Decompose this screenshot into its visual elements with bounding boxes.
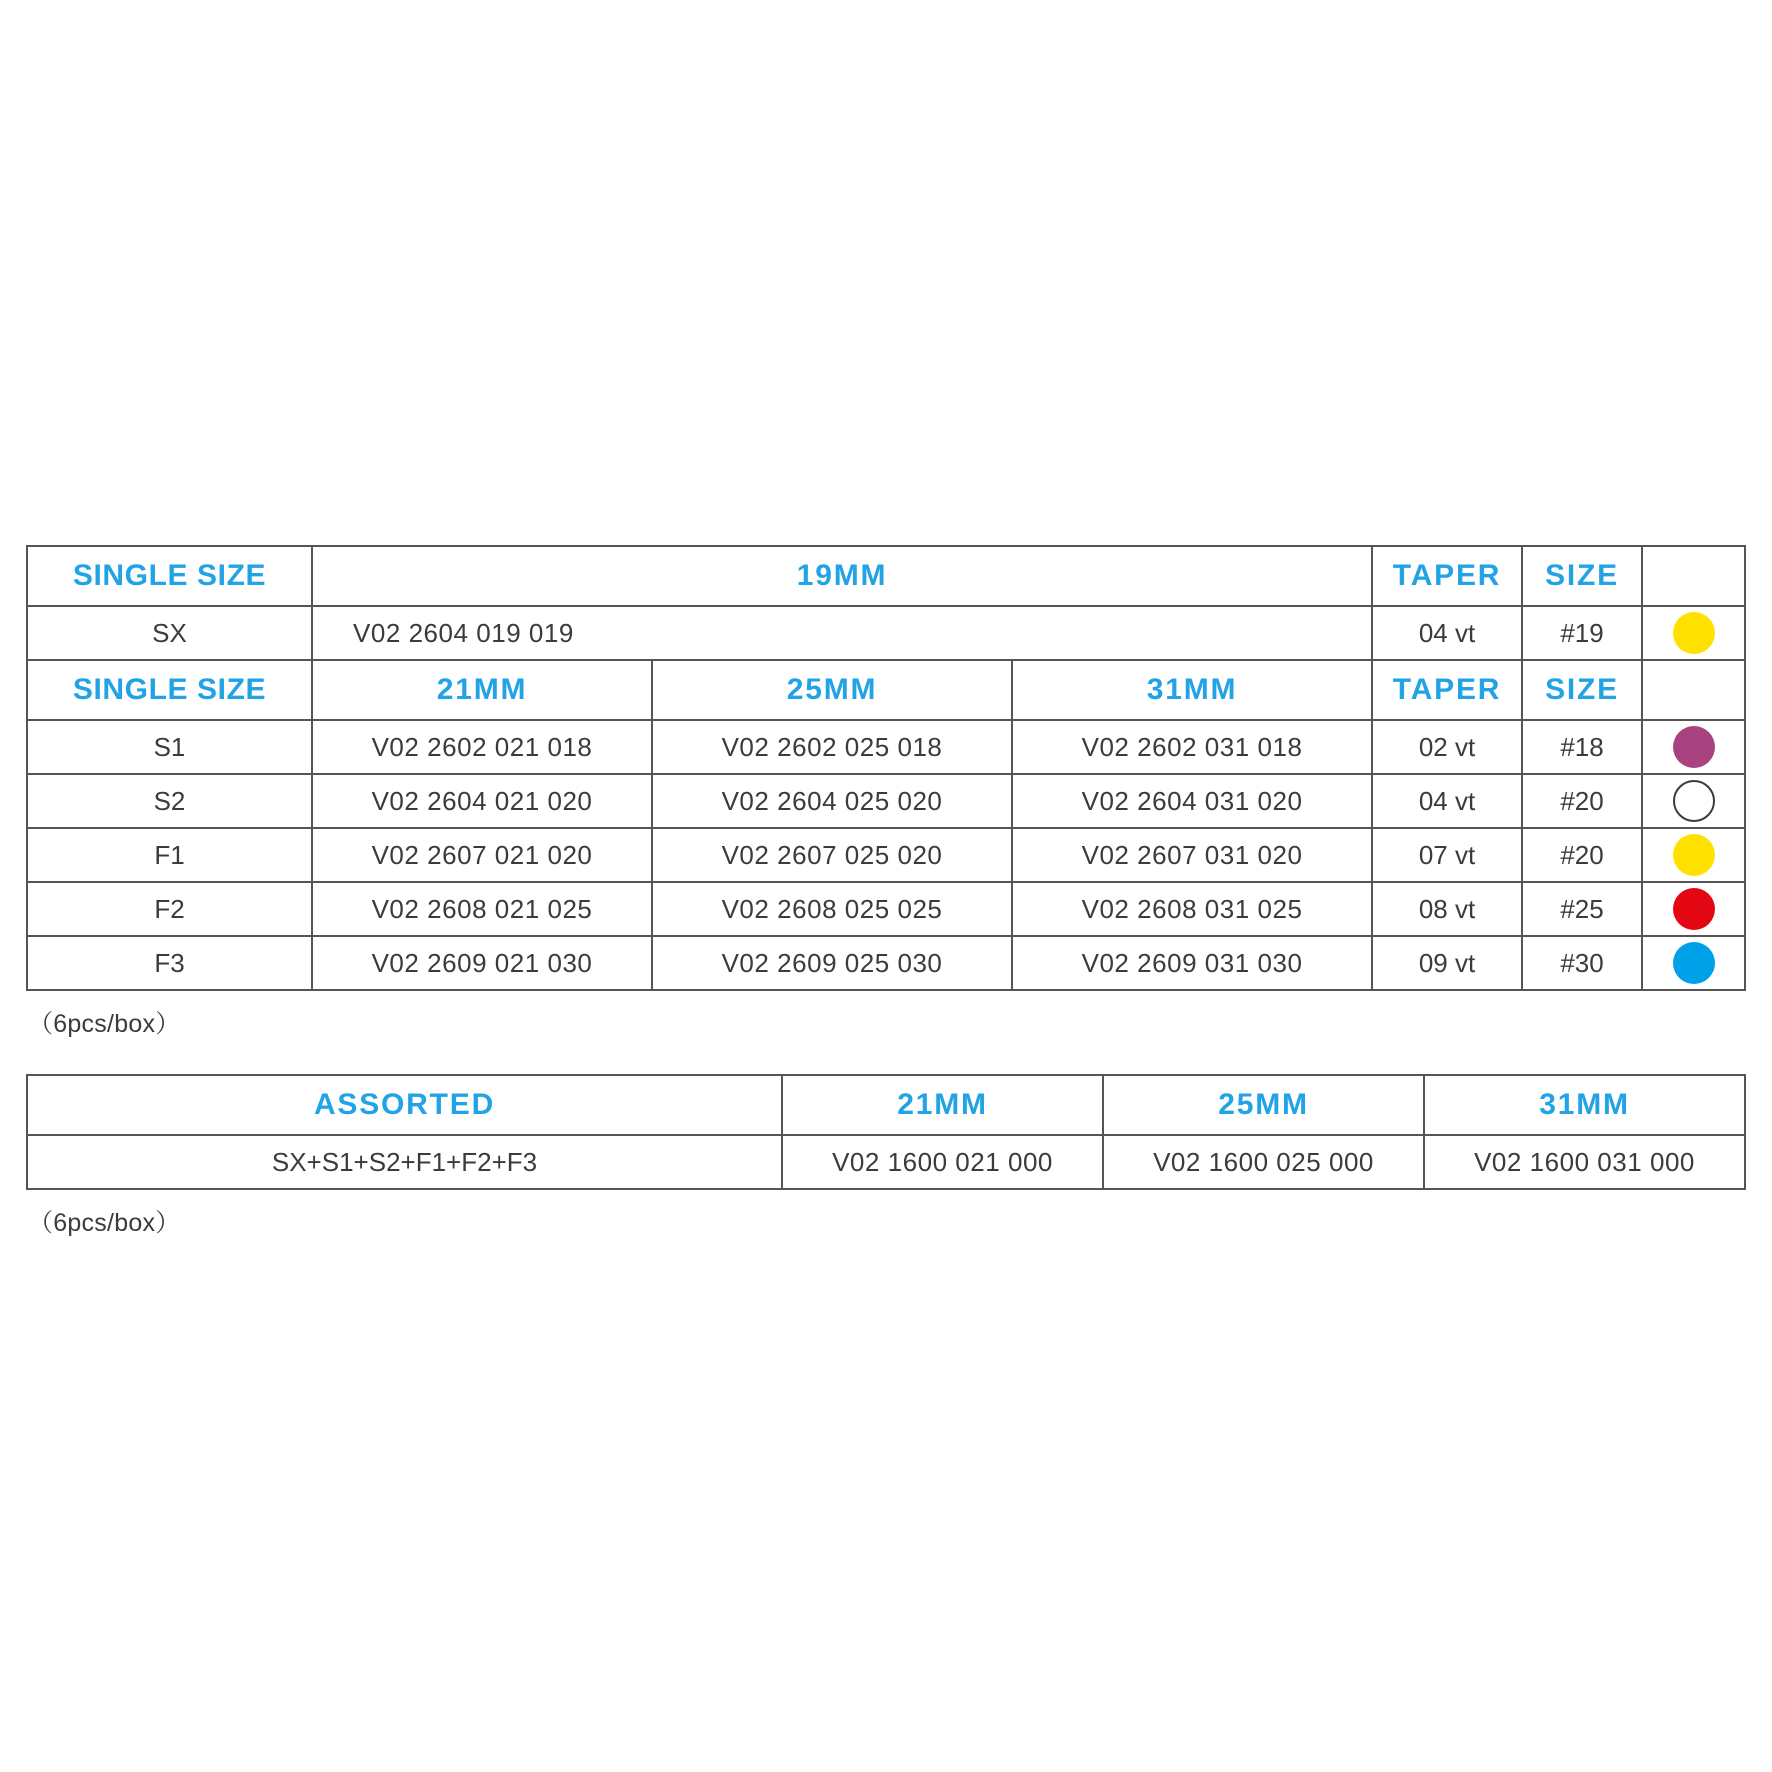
code-21mm-f3: V02 2609 021 030 bbox=[312, 936, 652, 990]
assorted-note: （6pcs/box） bbox=[28, 1209, 181, 1237]
row-label-s1: S1 bbox=[27, 720, 312, 774]
assorted-code-21mm: V02 1600 021 000 bbox=[782, 1135, 1103, 1189]
row-label-f3: F3 bbox=[27, 936, 312, 990]
taper-s2: 04 vt bbox=[1372, 774, 1522, 828]
single-size-table bbox=[26, 545, 1746, 991]
table-header-row-main bbox=[27, 660, 1745, 720]
table-row bbox=[27, 774, 1745, 828]
size-number-s1: #18 bbox=[1522, 720, 1642, 774]
row-label-s2: S2 bbox=[27, 774, 312, 828]
row-label-f1: F1 bbox=[27, 828, 312, 882]
color-dot-white bbox=[1673, 780, 1715, 822]
code-31mm-f2: V02 2608 031 025 bbox=[1012, 882, 1372, 936]
code-21mm-s1: V02 2602 021 018 bbox=[312, 720, 652, 774]
header-31mm: 31MM bbox=[1012, 660, 1372, 720]
color-swatch-cell-sx bbox=[1642, 606, 1745, 660]
color-dot-purple bbox=[1673, 726, 1715, 768]
taper-f1: 07 vt bbox=[1372, 828, 1522, 882]
taper-sx: 04 vt bbox=[1372, 606, 1522, 660]
header-25mm: 25MM bbox=[652, 660, 1012, 720]
color-dot-blue bbox=[1673, 942, 1715, 984]
table-row bbox=[27, 720, 1745, 774]
size-number-sx: #19 bbox=[1522, 606, 1642, 660]
header-taper: TAPER bbox=[1372, 546, 1522, 606]
code-31mm-f1: V02 2607 031 020 bbox=[1012, 828, 1372, 882]
code-25mm-s2: V02 2604 025 020 bbox=[652, 774, 1012, 828]
table-row bbox=[27, 936, 1745, 990]
size-number-f3: #30 bbox=[1522, 936, 1642, 990]
header-assorted-21mm: 21MM bbox=[782, 1075, 1103, 1135]
color-swatch-cell-s1 bbox=[1642, 720, 1745, 774]
section-gap bbox=[26, 1040, 1746, 1074]
size-number-f1: #20 bbox=[1522, 828, 1642, 882]
header-assorted-25mm: 25MM bbox=[1103, 1075, 1424, 1135]
header-size-number: SIZE bbox=[1522, 546, 1642, 606]
product-code-sheet bbox=[26, 545, 1746, 1239]
header-size-number-2: SIZE bbox=[1522, 660, 1642, 720]
header-single-size-2: SINGLE SIZE bbox=[27, 660, 312, 720]
size-number-f2: #25 bbox=[1522, 882, 1642, 936]
header-assorted: ASSORTED bbox=[27, 1075, 782, 1135]
color-dot-yellow bbox=[1673, 612, 1715, 654]
single-size-note: （6pcs/box） bbox=[28, 1010, 181, 1038]
code-25mm-f3: V02 2609 025 030 bbox=[652, 936, 1012, 990]
code-31mm-s1: V02 2602 031 018 bbox=[1012, 720, 1372, 774]
taper-f3: 09 vt bbox=[1372, 936, 1522, 990]
header-taper-2: TAPER bbox=[1372, 660, 1522, 720]
code-31mm-s2: V02 2604 031 020 bbox=[1012, 774, 1372, 828]
row-label-f2: F2 bbox=[27, 882, 312, 936]
taper-f2: 08 vt bbox=[1372, 882, 1522, 936]
header-color-swatch-2 bbox=[1642, 660, 1745, 720]
code-21mm-f1: V02 2607 021 020 bbox=[312, 828, 652, 882]
row-label-sx: SX bbox=[27, 606, 312, 660]
header-assorted-31mm: 31MM bbox=[1424, 1075, 1745, 1135]
code-21mm-s2: V02 2604 021 020 bbox=[312, 774, 652, 828]
table-row bbox=[27, 882, 1745, 936]
size-number-s2: #20 bbox=[1522, 774, 1642, 828]
assorted-table bbox=[26, 1074, 1746, 1190]
color-dot-yellow bbox=[1673, 834, 1715, 876]
code-25mm-f1: V02 2607 025 020 bbox=[652, 828, 1012, 882]
code-21mm-f2: V02 2608 021 025 bbox=[312, 882, 652, 936]
assorted-code-25mm: V02 1600 025 000 bbox=[1103, 1135, 1424, 1189]
table-row bbox=[27, 606, 1745, 660]
table-row bbox=[27, 828, 1745, 882]
assorted-code-31mm: V02 1600 031 000 bbox=[1424, 1135, 1745, 1189]
header-single-size: SINGLE SIZE bbox=[27, 546, 312, 606]
assorted-combo: SX+S1+S2+F1+F2+F3 bbox=[27, 1135, 782, 1189]
color-swatch-cell-f3 bbox=[1642, 936, 1745, 990]
color-dot-red bbox=[1673, 888, 1715, 930]
code-19mm-sx: V02 2604 019 019 bbox=[312, 606, 1372, 660]
taper-s1: 02 vt bbox=[1372, 720, 1522, 774]
header-19mm: 19MM bbox=[312, 546, 1372, 606]
table-row bbox=[27, 1135, 1745, 1189]
color-swatch-cell-f2 bbox=[1642, 882, 1745, 936]
assorted-header-row bbox=[27, 1075, 1745, 1135]
header-color-swatch bbox=[1642, 546, 1745, 606]
code-25mm-f2: V02 2608 025 025 bbox=[652, 882, 1012, 936]
color-swatch-cell-s2 bbox=[1642, 774, 1745, 828]
table-header-row-sx bbox=[27, 546, 1745, 606]
header-21mm: 21MM bbox=[312, 660, 652, 720]
color-swatch-cell-f1 bbox=[1642, 828, 1745, 882]
code-25mm-s1: V02 2602 025 018 bbox=[652, 720, 1012, 774]
code-31mm-f3: V02 2609 031 030 bbox=[1012, 936, 1372, 990]
